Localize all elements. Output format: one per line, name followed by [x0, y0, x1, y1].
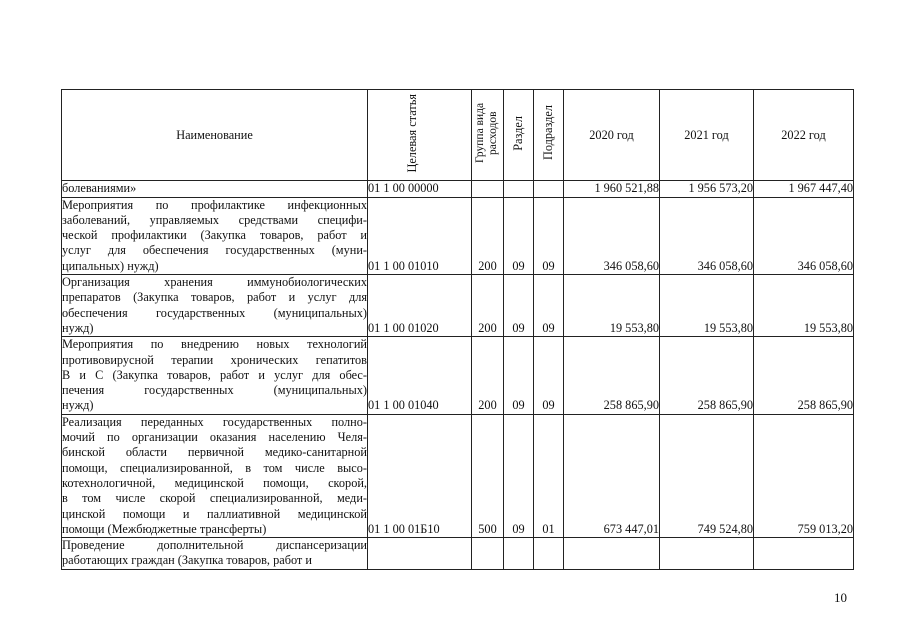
table-row — [62, 538, 854, 570]
header-2021: 2021 год — [660, 90, 754, 181]
row-section — [504, 197, 534, 274]
header-subsection: Подраздел — [534, 90, 564, 181]
row-value-2020-text: 1 960 521,88 — [594, 181, 659, 196]
row-value-2022 — [754, 197, 854, 274]
row-value-2022-text: 1 967 447,40 — [788, 181, 853, 196]
row-value-2020 — [564, 181, 660, 197]
row-value-2021 — [660, 414, 754, 537]
row-target-article-text: 01 1 00 00000 — [368, 181, 439, 196]
row-value-2022 — [754, 337, 854, 414]
header-name: Наименование — [62, 90, 368, 181]
row-name-line: бинской области первичной медико-санитарной — [62, 445, 367, 460]
row-expense-group — [472, 197, 504, 274]
table-body — [62, 181, 854, 569]
row-subsection — [534, 414, 564, 537]
row-value-2021 — [660, 275, 754, 337]
row-section — [504, 181, 534, 197]
row-name — [62, 275, 368, 337]
row-subsection-text: 01 — [542, 521, 555, 536]
budget-table — [61, 89, 854, 570]
row-expense-group-text: 200 — [478, 258, 497, 273]
row-name-line: Организация хранения иммунобиологических — [62, 275, 367, 290]
table-row — [62, 414, 854, 537]
row-section — [504, 275, 534, 337]
row-expense-group — [472, 337, 504, 414]
row-expense-group — [472, 181, 504, 197]
row-section-text: 09 — [512, 521, 525, 536]
row-value-2021-text: 346 058,60 — [697, 258, 753, 273]
row-section — [504, 337, 534, 414]
row-target-article-text: 01 1 00 01010 — [368, 258, 439, 273]
row-value-2022 — [754, 414, 854, 537]
row-value-2020 — [564, 538, 660, 570]
row-value-2020-text: 346 058,60 — [603, 258, 659, 273]
row-name-line: заболеваний, управляемых средствами специфи- — [62, 212, 367, 227]
row-name-line: работающих граждан (Закупка товаров, работ и — [62, 553, 312, 568]
row-expense-group — [472, 414, 504, 537]
row-value-2021-text: 19 553,80 — [703, 320, 753, 335]
row-section-text: 09 — [512, 258, 525, 273]
row-name-line: нужд) — [62, 398, 94, 413]
row-value-2021 — [660, 538, 754, 570]
row-target-article — [368, 181, 472, 197]
row-subsection-text: 09 — [542, 320, 555, 335]
row-subsection — [534, 538, 564, 570]
row-target-article — [368, 538, 472, 570]
row-subsection-text: 09 — [542, 258, 555, 273]
row-name-line: помощи (Межбюджетные трансферты) — [62, 521, 267, 536]
row-value-2021-text: 1 956 573,20 — [688, 181, 753, 196]
header-expense-group: Группа вида расходов — [472, 90, 504, 181]
table-row — [62, 197, 854, 274]
row-name — [62, 337, 368, 414]
row-subsection — [534, 275, 564, 337]
header-section: Раздел — [504, 90, 534, 181]
row-name-line: цинской помощи и паллиативной медицинской — [62, 506, 367, 521]
table-row — [62, 181, 854, 197]
row-name-line: противовирусной терапии хронических гепатитов — [62, 352, 367, 367]
row-section-text: 09 — [512, 398, 525, 413]
row-value-2020 — [564, 337, 660, 414]
row-value-2022 — [754, 275, 854, 337]
row-value-2022-text: 19 553,80 — [803, 320, 853, 335]
row-target-article — [368, 275, 472, 337]
row-name-line: В и С (Закупка товаров, работ и услуг для обес- — [62, 367, 367, 382]
row-expense-group-text: 500 — [478, 521, 497, 536]
row-subsection-text: 09 — [542, 398, 555, 413]
row-name-line: ципальных) нужд) — [62, 258, 159, 273]
row-value-2022 — [754, 181, 854, 197]
row-value-2021 — [660, 181, 754, 197]
header-2022: 2022 год — [754, 90, 854, 181]
header-row — [62, 90, 854, 181]
row-name-line: Реализация переданных государственных полно- — [62, 414, 367, 429]
row-value-2021 — [660, 197, 754, 274]
row-value-2021-text: 258 865,90 — [697, 398, 753, 413]
row-name-line: Мероприятия по внедрению новых технологий — [62, 337, 367, 352]
row-name-line: Мероприятия по профилактике инфекционных — [62, 197, 367, 212]
row-name-line: Проведение дополнительной диспансеризации — [62, 538, 367, 553]
row-value-2020-text: 258 865,90 — [603, 398, 659, 413]
row-expense-group-text: 200 — [478, 398, 497, 413]
row-value-2022-text: 346 058,60 — [797, 258, 853, 273]
row-value-2020-text: 673 447,01 — [603, 521, 659, 536]
page-number: 10 — [834, 590, 847, 605]
row-name-line: услуг для обеспечения государственных (муни- — [62, 243, 367, 258]
row-value-2022 — [754, 538, 854, 570]
header-target-article: Целевая статья — [368, 90, 472, 181]
row-section-text: 09 — [512, 320, 525, 335]
row-name-line: печения государственных (муниципальных) — [62, 383, 367, 398]
row-name-line: нужд) — [62, 320, 94, 335]
row-expense-group — [472, 538, 504, 570]
table-row — [62, 275, 854, 337]
row-target-article-text: 01 1 00 01040 — [368, 398, 439, 413]
row-section — [504, 538, 534, 570]
row-value-2021-text: 749 524,80 — [697, 521, 753, 536]
header-2020: 2020 год — [564, 90, 660, 181]
row-value-2022-text: 759 013,20 — [797, 521, 853, 536]
table-row — [62, 337, 854, 414]
row-subsection — [534, 337, 564, 414]
row-target-article — [368, 337, 472, 414]
row-name — [62, 181, 368, 197]
row-value-2020 — [564, 414, 660, 537]
row-target-article-text: 01 1 00 01Б10 — [368, 521, 440, 536]
row-name — [62, 538, 368, 570]
row-section — [504, 414, 534, 537]
row-target-article — [368, 414, 472, 537]
row-name-line: обеспечения государственных (муниципальных) — [62, 305, 367, 320]
row-name-line: в том числе скорой специализированной, меди- — [62, 491, 367, 506]
row-value-2020 — [564, 275, 660, 337]
row-value-2020 — [564, 197, 660, 274]
row-value-2020-text: 19 553,80 — [609, 320, 659, 335]
row-subsection — [534, 181, 564, 197]
row-expense-group-text: 200 — [478, 320, 497, 335]
row-target-article — [368, 197, 472, 274]
row-name-line: болеваниями» — [62, 181, 137, 196]
row-name — [62, 414, 368, 537]
row-name-line: препаратов (Закупка товаров, работ и услуг для — [62, 290, 367, 305]
row-expense-group — [472, 275, 504, 337]
row-name-line: котехнологичной, медицинской помощи, скорой, — [62, 475, 367, 490]
row-name-line: ческой профилактики (Закупка товаров, работ и — [62, 228, 367, 243]
row-name — [62, 197, 368, 274]
row-name-line: мочий по организации оказания населению Челя- — [62, 430, 367, 445]
row-subsection — [534, 197, 564, 274]
row-target-article-text: 01 1 00 01020 — [368, 320, 439, 335]
row-value-2022-text: 258 865,90 — [797, 398, 853, 413]
row-value-2021 — [660, 337, 754, 414]
row-name-line: помощи, специализированной, в том числе высо- — [62, 460, 367, 475]
